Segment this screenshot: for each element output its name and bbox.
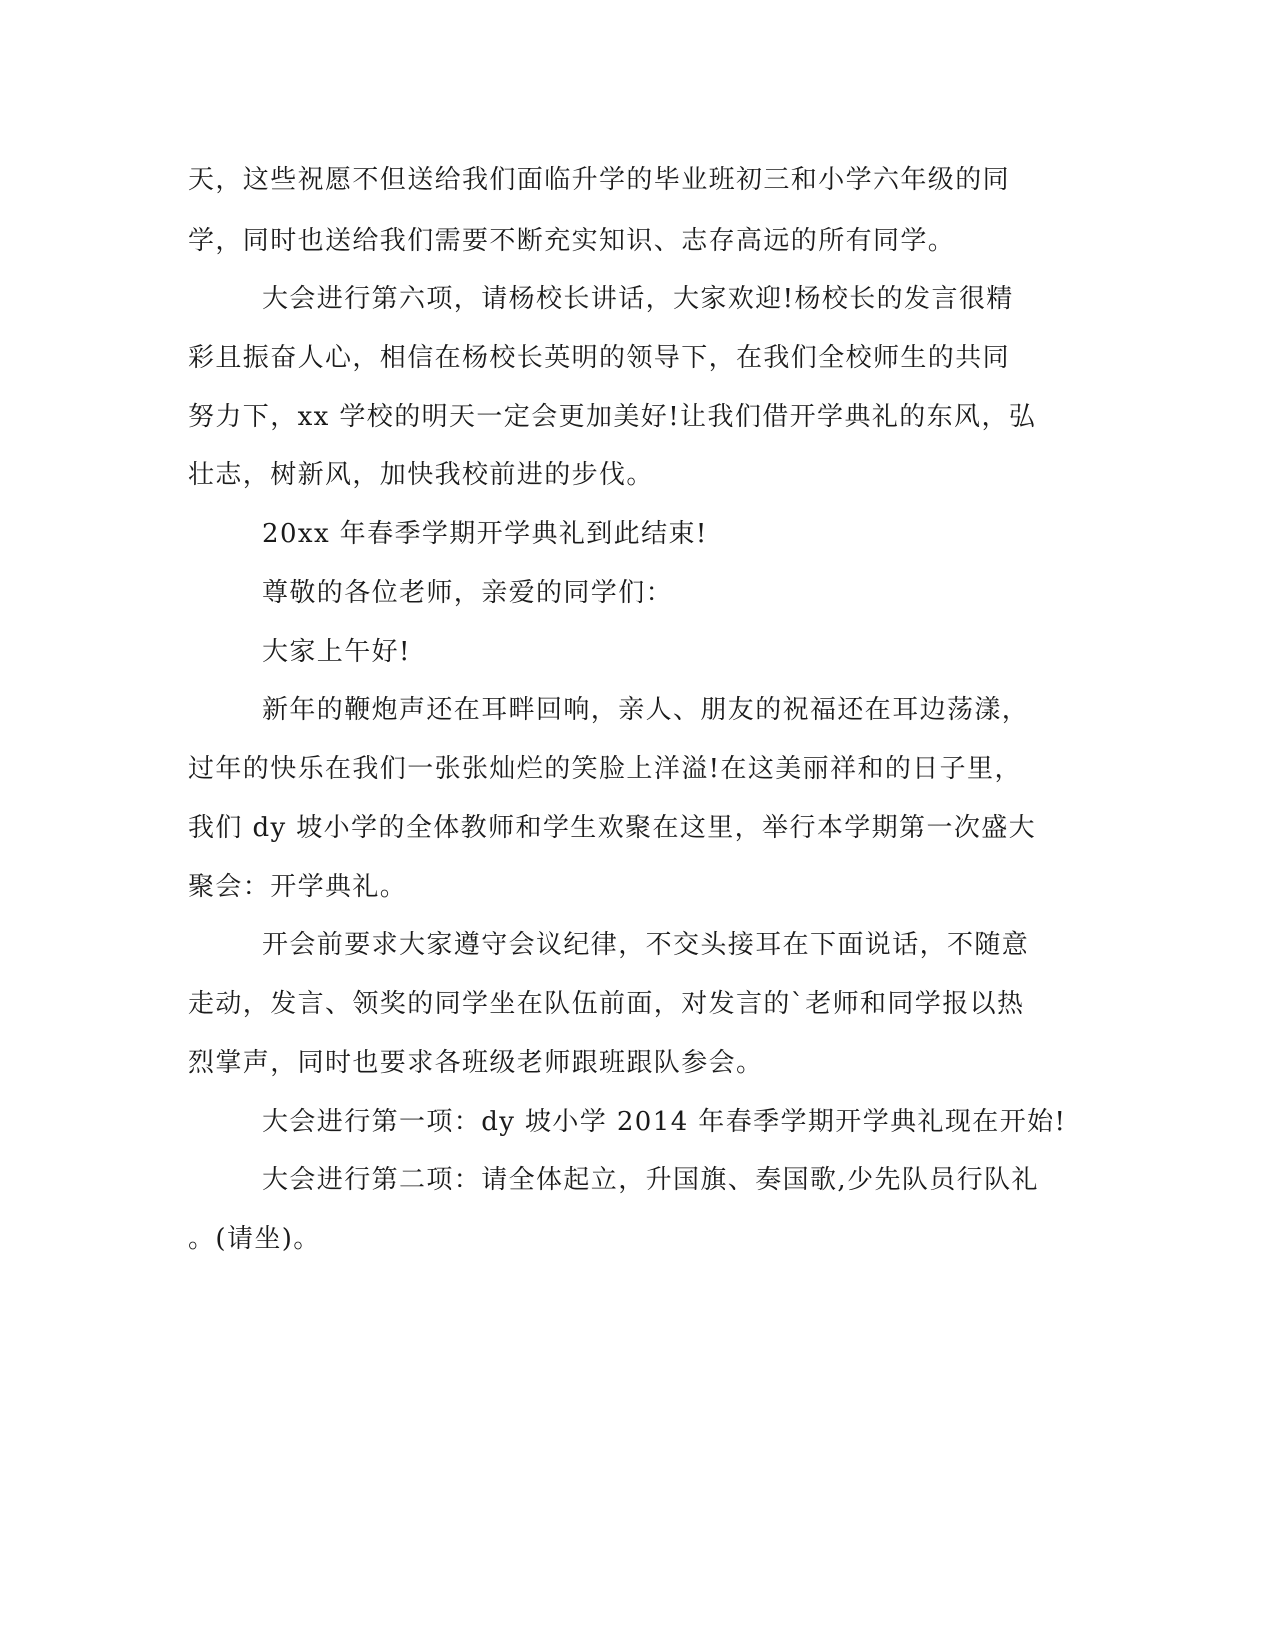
text-line: 走动，发言、领奖的同学坐在队伍前面，对发言的`老师和同学报以热 (188, 989, 1025, 1019)
text-line: 壮志，树新风，加快我校前进的步伐。 (188, 460, 654, 490)
text-line: 烈掌声，同时也要求各班级老师跟班跟队参会。 (188, 1048, 764, 1078)
text-line: 学，同时也送给我们需要不断充实知识、志存高远的所有同学。 (188, 226, 956, 256)
text-line: 努力下，xx 学校的明天一定会更加美好!让我们借开学典礼的东风，弘 (188, 402, 1037, 432)
text-line: 聚会：开学典礼。 (188, 872, 408, 902)
text-line: 过年的快乐在我们一张张灿烂的笑脸上洋溢!在这美丽祥和的日子里， (188, 754, 1022, 784)
text-line: 开会前要求大家遵守会议纪律，不交头接耳在下面说话，不随意 (262, 930, 1030, 960)
text-line: 大会进行第六项，请杨校长讲话，大家欢迎!杨校长的发言很精 (262, 284, 1014, 314)
text-line: 大家上午好! (262, 637, 411, 667)
text-line: 20xx 年春季学期开学典礼到此结束! (262, 519, 708, 549)
text-line: 彩且振奋人心，相信在杨校长英明的领导下，在我们全校师生的共同 (188, 343, 1011, 373)
text-line: 尊敬的各位老师，亲爱的同学们： (262, 578, 674, 608)
text-line: 我们 dy 坡小学的全体教师和学生欢聚在这里，举行本学期第一次盛大 (188, 813, 1037, 843)
text-line: 新年的鞭炮声还在耳畔回响，亲人、朋友的祝福还在耳边荡漾， (262, 695, 1030, 725)
text-line: 天，这些祝愿不但送给我们面临升学的毕业班初三和小学六年级的同 (188, 165, 1011, 195)
text-line: 大会进行第二项：请全体起立，升国旗、奏国歌,少先队员行队礼 (262, 1165, 1039, 1195)
text-line: 大会进行第一项：dy 坡小学 2014 年春季学期开学典礼现在开始! (262, 1107, 1067, 1137)
text-line: 。(请坐)。 (188, 1224, 321, 1254)
